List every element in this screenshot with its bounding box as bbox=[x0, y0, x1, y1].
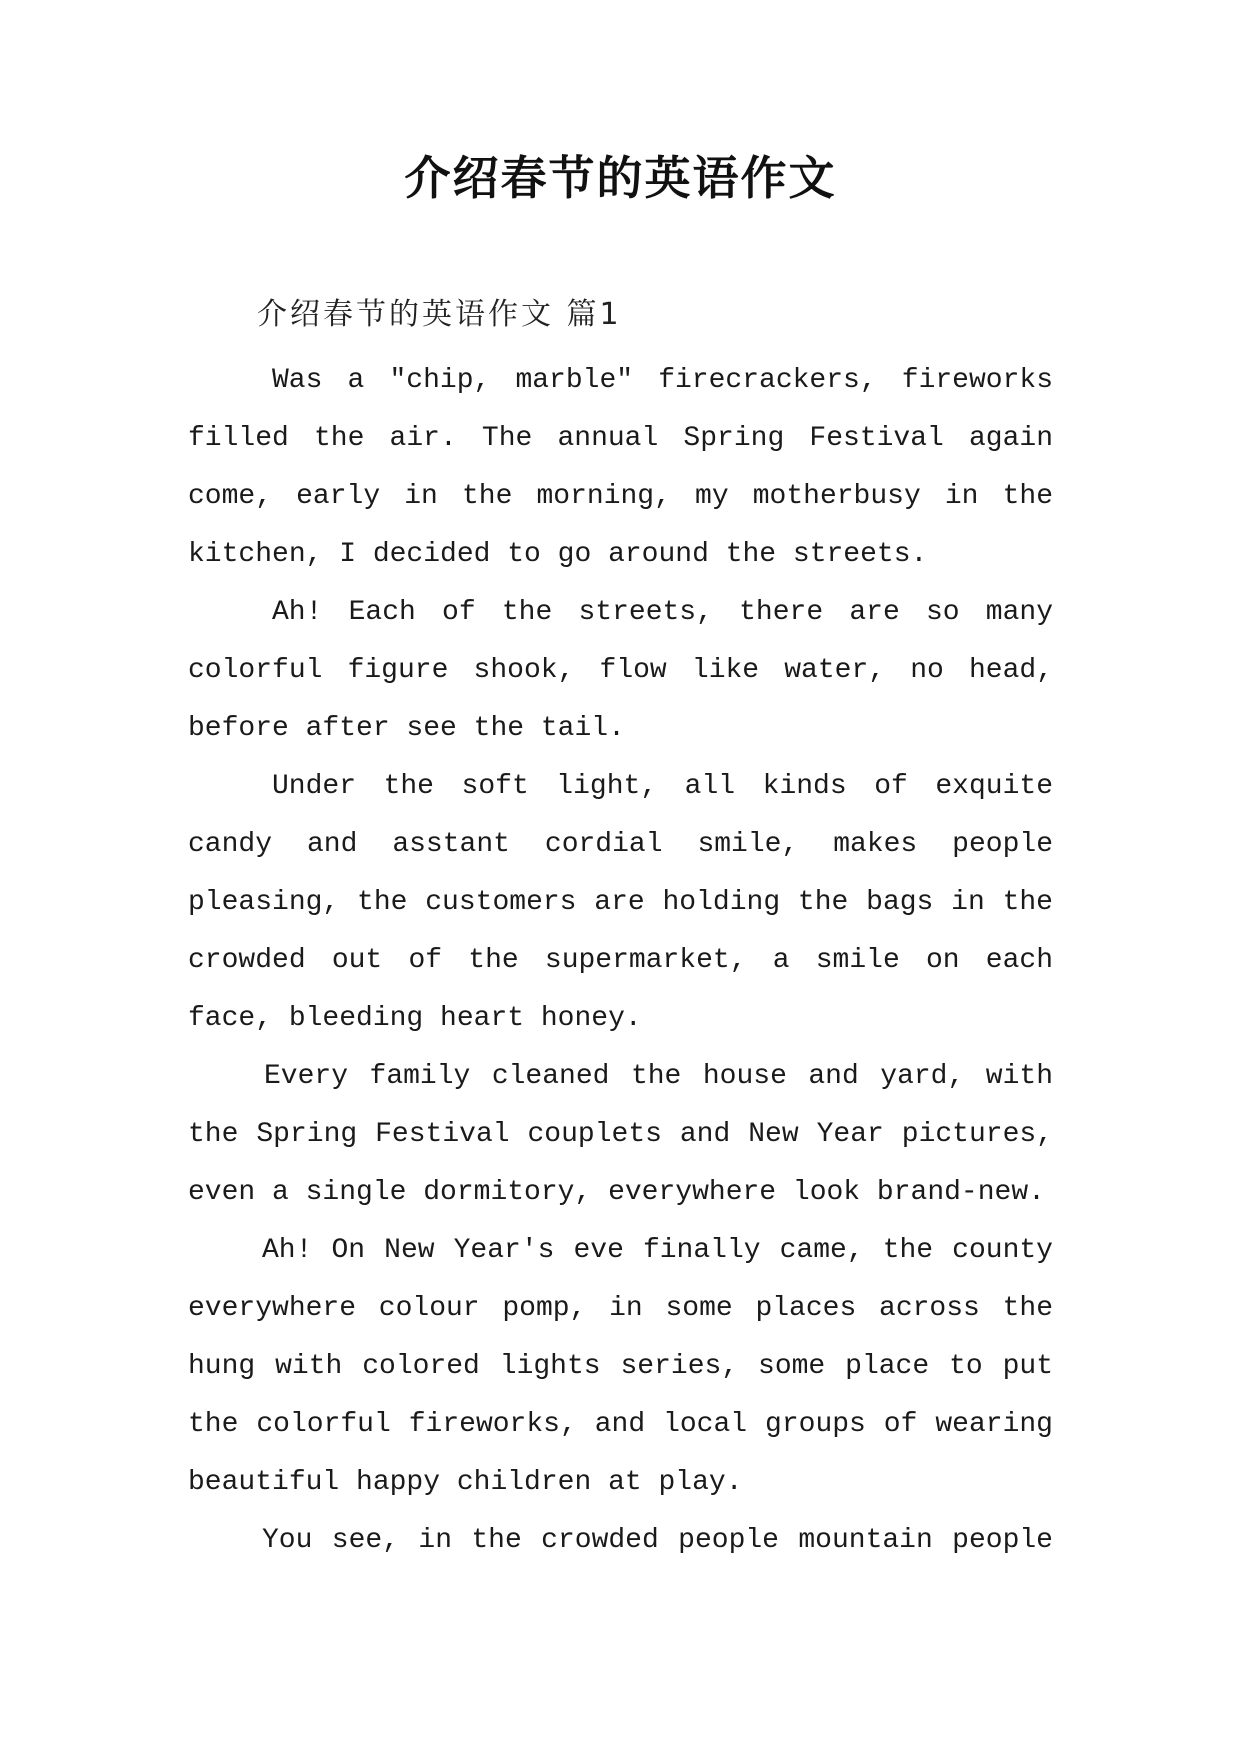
paragraph: Was a "chip, marble" firecrackers, fireworks filled the air. The annual Spring Festival again come, early in the morning, my motherbusy in the kitchen, I decided to go around the streets. bbox=[188, 365, 1053, 570]
paragraph: Every family cleaned the house and yard, with the Spring Festival couplets and New Year pictures, even a single dormitory, everywhere look brand-new. bbox=[188, 1061, 1053, 1208]
paragraph: Ah! Each of the streets, there are so many colorful figure shook, flow like water, no head, before after see the tail. bbox=[188, 597, 1053, 744]
document-title: 介绍春节的英语作文 bbox=[404, 151, 837, 205]
paragraph: Ah! On New Year's eve finally came, the county everywhere colour pomp, in some places across the hung with colored lights series, some place to put the colorful fireworks, and local groups of wearing beautiful happy children at play. bbox=[188, 1235, 1053, 1498]
paragraph: Under the soft light, all kinds of exquite candy and asstant cordial smile, makes people pleasing, the customers are holding the bags in the crowded out of the supermarket, a smile on each face, bleeding heart honey. bbox=[188, 771, 1053, 1034]
paragraph: You see, in the crowded people mountain people bbox=[262, 1525, 1053, 1556]
document-body bbox=[188, 352, 1053, 1570]
section-heading: 介绍春节的英语作文 篇1 bbox=[257, 297, 622, 332]
